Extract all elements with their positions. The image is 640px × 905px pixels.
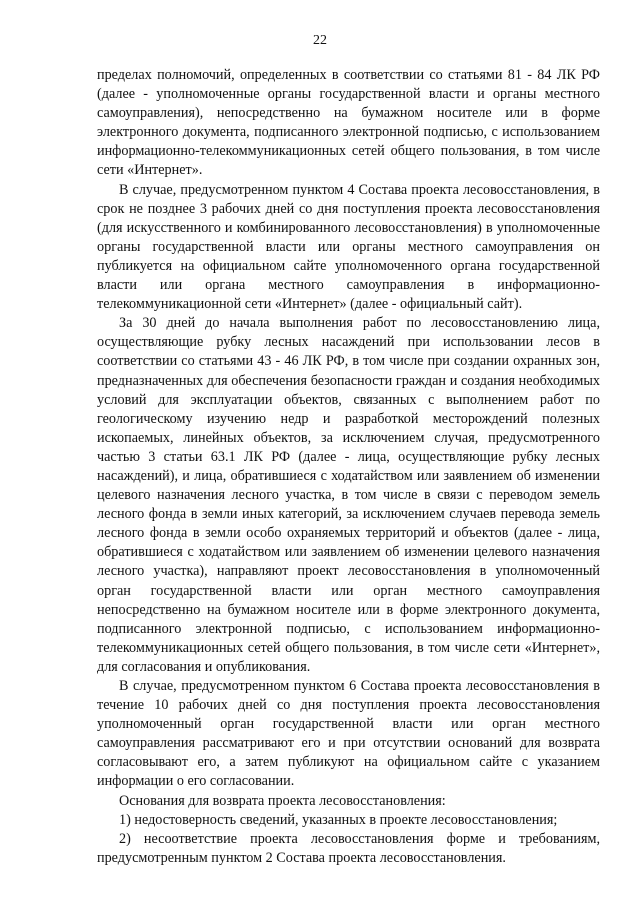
page-number: 22 bbox=[313, 33, 327, 48]
paragraph-continuation: пределах полномочий, определенных в соответствии со статьями 81 - 84 ЛК РФ (далее - уполномоченные органы государственной власти и органы местного самоуправления), непосредственно на бумажном носителе или в форме электронного документа, подписанного электронной подписью, с использованием информационно-телекоммуникационных сетей общего пользования, в том числе сети «Интернет». bbox=[97, 67, 600, 179]
list-item-ground-1: 1) недостоверность сведений, указанных в проекте лесовосстановления; bbox=[119, 811, 558, 828]
paragraph-30-days-submission: За 30 дней до начала выполнения работ по лесовосстановлению лица, осуществляющие рубку лесных насаждений при использовании лесов в соответствии со статьями 43 - 46 ЛК РФ, в том числе при создании охранных зон, предназначенных для обеспечения безопасности граждан и создания необходимых условий для эксплуатации объектов, связанных с выполнением работ по геологическому изучению недр и разработкой месторождений полезных ископаемых, линейных объектов, за исключением случая, предусмотренного частью 3 статьи 63.1 ЛК РФ (далее - лица, осуществляющие рубку лесных насаждений), и лица, обратившиеся с ходатайством или заявлением об изменении целевого назначения лесного участка, в том числе в связи с переводом земель лесного фонда в земли иных категорий, за исключением случаев перевода земель лесного фонда в земли особо охраняемых территорий и объектов (далее - лица, обратившиеся с ходатайством или заявлением об изменении целевого назначения лесного участка), направляют проект лесовосстановления в уполномоченный орган государственной власти или орган местного самоуправления непосредственно на бумажном носителе или в форме электронного документа, подписанного электронной подписью, с использованием информационно-телекоммуникационных сетей общего пользования, в том числе сети «Интернет», для согласования и опубликования. bbox=[97, 315, 600, 675]
list-item-ground-2: 2) несоответствие проекта лесовосстановления форме и требованиям, предусмотренным пунктом 2 Состава проекта лесовосстановления. bbox=[97, 830, 600, 866]
paragraph-item-6-approval: В случае, предусмотренном пунктом 6 Состава проекта лесовосстановления в течение 10 рабочих дней со дня поступления проекта лесовосстановления уполномоченный орган государственной власти или орган местного самоуправления рассматривают его и при отсутствии оснований для возврата согласовывают его, а затем публикуют на официальном сайте с указанием информации о его согласовании. bbox=[97, 678, 600, 790]
paragraph-return-grounds-heading: Основания для возврата проекта лесовосстановления: bbox=[119, 792, 446, 809]
paragraph-item-4-publication: В случае, предусмотренном пунктом 4 Состава проекта лесовосстановления, в срок не позднее 3 рабочих дней со дня поступления проекта лесовосстановления (для искусственного и комбинированного лесовосстановления) в уполномоченные органы государственной власти или органы местного самоуправления он публикуется на официальном сайте уполномоченного органа государственной власти или органа местного самоуправления в информационно-телекоммуникационной сети «Интернет» (далее - официальный сайт). bbox=[97, 181, 600, 313]
document-body bbox=[97, 66, 600, 868]
